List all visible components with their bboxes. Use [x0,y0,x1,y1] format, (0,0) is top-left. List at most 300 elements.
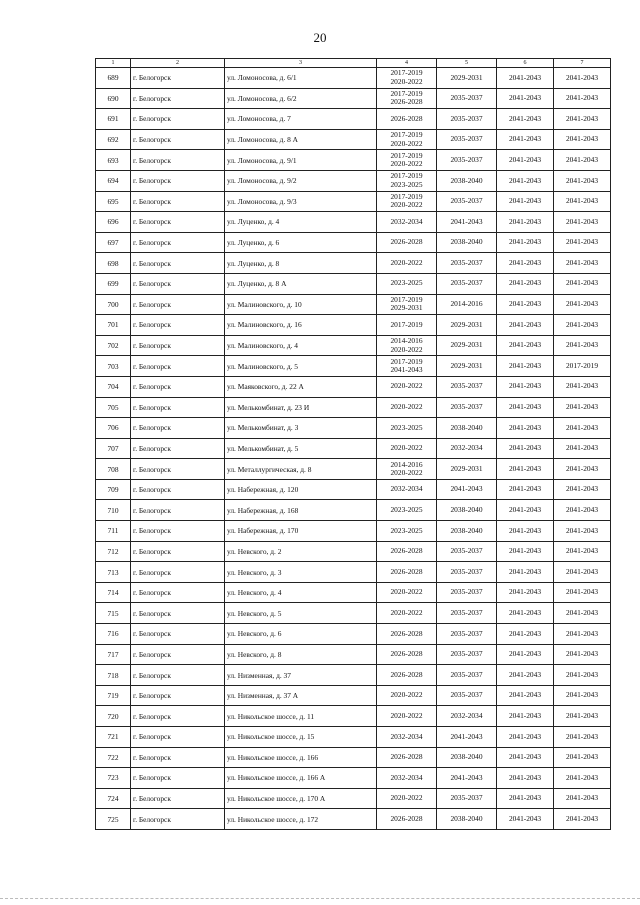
row-number: 713 [96,562,131,583]
period-line: 2029-2031 [390,303,423,313]
period-line: 2041-2043 [390,365,423,375]
period-col7-cell: 2041-2043 [554,603,611,624]
period-col7-cell: 2041-2043 [554,397,611,418]
table-row [96,727,611,748]
period-col4-cell [377,438,437,459]
city-cell: г. Белогорск [131,788,225,809]
city-cell: г. Белогорск [131,376,225,397]
period-col4-cell [377,685,437,706]
period-col6-cell: 2041-2043 [497,459,554,480]
period-col7-cell: 2041-2043 [554,88,611,109]
row-number: 693 [96,150,131,171]
table-row [96,644,611,665]
row-number: 705 [96,397,131,418]
row-number: 701 [96,315,131,336]
table-row [96,315,611,336]
table-row [96,541,611,562]
city-cell: г. Белогорск [131,727,225,748]
period-col6-cell: 2041-2043 [497,150,554,171]
column-number: 5 [437,59,497,68]
period-col6-cell: 2041-2043 [497,809,554,830]
address-cell: ул. Никольское шоссе, д. 166 [225,747,377,768]
address-cell: ул. Невского, д. 3 [225,562,377,583]
period-col6-cell: 2041-2043 [497,665,554,686]
period-col5-cell: 2029-2031 [437,315,497,336]
city-cell: г. Белогорск [131,356,225,377]
row-number: 719 [96,685,131,706]
address-cell: ул. Невского, д. 6 [225,624,377,645]
period-col5-cell: 2032-2034 [437,438,497,459]
table-row [96,809,611,830]
period-line: 2017-2019 [390,356,423,366]
period-col6-cell: 2041-2043 [497,541,554,562]
period-col7-cell: 2041-2043 [554,294,611,315]
row-number: 715 [96,603,131,624]
period-col6-cell: 2041-2043 [497,129,554,150]
period-col4-cell [377,253,437,274]
period-line: 2017-2019 [390,130,423,140]
period-line: 2023-2025 [390,422,423,432]
address-cell: ул. Мелькомбинат, д. 3 [225,418,377,439]
period-col6-cell: 2041-2043 [497,768,554,789]
period-line: 2032-2034 [390,216,423,226]
row-number: 714 [96,582,131,603]
period-line: 2026-2028 [390,237,423,247]
row-number: 703 [96,356,131,377]
period-line: 2017-2019 [390,294,423,304]
period-col7-cell: 2041-2043 [554,562,611,583]
address-cell: ул. Луценко, д. 6 [225,232,377,253]
row-number: 695 [96,191,131,212]
period-col7-cell: 2041-2043 [554,500,611,521]
city-cell: г. Белогорск [131,747,225,768]
period-col7-cell: 2041-2043 [554,665,611,686]
period-col7-cell: 2041-2043 [554,418,611,439]
period-col4-cell [377,150,437,171]
period-col5-cell: 2035-2037 [437,150,497,171]
registry-body [96,68,611,830]
period-col6-cell: 2041-2043 [497,294,554,315]
row-number: 708 [96,459,131,480]
row-number: 698 [96,253,131,274]
table-row [96,459,611,480]
table-row [96,232,611,253]
period-line: 2020-2022 [390,257,423,267]
city-cell: г. Белогорск [131,624,225,645]
period-col5-cell: 2035-2037 [437,562,497,583]
row-number: 706 [96,418,131,439]
period-col5-cell: 2035-2037 [437,685,497,706]
column-number: 7 [554,59,611,68]
period-col5-cell: 2029-2031 [437,459,497,480]
city-cell: г. Белогорск [131,129,225,150]
period-col4-cell [377,603,437,624]
address-cell: ул. Низменная, д. 37 [225,665,377,686]
city-cell: г. Белогорск [131,273,225,294]
period-line: 2020-2022 [390,402,423,412]
period-col4-cell [377,170,437,191]
table-row [96,150,611,171]
row-number: 722 [96,747,131,768]
row-number: 718 [96,665,131,686]
period-col4-cell [377,273,437,294]
row-number: 691 [96,109,131,130]
period-col5-cell: 2038-2040 [437,521,497,542]
row-number: 707 [96,438,131,459]
row-number: 697 [96,232,131,253]
period-line: 2026-2028 [390,546,423,556]
address-cell: ул. Луценко, д. 8 [225,253,377,274]
period-line: 2020-2022 [390,690,423,700]
period-col4-cell [377,809,437,830]
period-col7-cell: 2041-2043 [554,541,611,562]
period-line: 2032-2034 [390,772,423,782]
period-col4-cell [377,768,437,789]
period-col5-cell: 2035-2037 [437,129,497,150]
column-number: 6 [497,59,554,68]
table-row [96,685,611,706]
period-col6-cell: 2041-2043 [497,747,554,768]
period-col4-cell [377,232,437,253]
table-row [96,582,611,603]
period-line: 2023-2025 [390,525,423,535]
period-col5-cell: 2035-2037 [437,191,497,212]
address-cell: ул. Набережная, д. 168 [225,500,377,521]
period-col5-cell: 2035-2037 [437,273,497,294]
row-number: 694 [96,170,131,191]
address-cell: ул. Ломоносова, д. 9/1 [225,150,377,171]
address-cell: ул. Никольское шоссе, д. 166 А [225,768,377,789]
city-cell: г. Белогорск [131,335,225,356]
period-line: 2026-2028 [390,628,423,638]
period-col6-cell: 2041-2043 [497,685,554,706]
table-row [96,788,611,809]
city-cell: г. Белогорск [131,397,225,418]
period-col4-cell [377,521,437,542]
period-col6-cell: 2041-2043 [497,356,554,377]
period-col6-cell: 2041-2043 [497,88,554,109]
period-col5-cell: 2041-2043 [437,727,497,748]
period-col5-cell: 2035-2037 [437,397,497,418]
period-col7-cell: 2041-2043 [554,747,611,768]
row-number: 689 [96,68,131,89]
period-col7-cell: 2041-2043 [554,727,611,748]
city-cell: г. Белогорск [131,603,225,624]
period-col4-cell [377,335,437,356]
period-col6-cell: 2041-2043 [497,109,554,130]
column-number: 3 [225,59,377,68]
period-col4-cell [377,376,437,397]
period-col5-cell: 2032-2034 [437,706,497,727]
period-col4-cell [377,479,437,500]
row-number: 704 [96,376,131,397]
period-col7-cell: 2041-2043 [554,685,611,706]
address-cell: ул. Никольское шоссе, д. 15 [225,727,377,748]
period-col6-cell: 2041-2043 [497,212,554,233]
period-col6-cell: 2041-2043 [497,521,554,542]
city-cell: г. Белогорск [131,212,225,233]
period-col4-cell [377,500,437,521]
period-col6-cell: 2041-2043 [497,500,554,521]
period-col4-cell [377,562,437,583]
period-col5-cell: 2035-2037 [437,253,497,274]
period-col4-cell [377,706,437,727]
address-cell: ул. Ломоносова, д. 8 А [225,129,377,150]
period-col6-cell: 2041-2043 [497,582,554,603]
table-row [96,418,611,439]
period-col5-cell: 2035-2037 [437,788,497,809]
address-cell: ул. Никольское шоссе, д. 172 [225,809,377,830]
period-col6-cell: 2041-2043 [497,232,554,253]
row-number: 696 [96,212,131,233]
city-cell: г. Белогорск [131,809,225,830]
city-cell: г. Белогорск [131,150,225,171]
period-col4-cell [377,788,437,809]
period-col5-cell: 2038-2040 [437,747,497,768]
period-col5-cell: 2014-2016 [437,294,497,315]
period-col7-cell: 2041-2043 [554,150,611,171]
address-cell: ул. Луценко, д. 8 А [225,273,377,294]
period-col7-cell: 2041-2043 [554,582,611,603]
address-cell: ул. Малиновского, д. 4 [225,335,377,356]
address-cell: ул. Ломоносова, д. 6/2 [225,88,377,109]
period-line: 2020-2022 [390,443,423,453]
city-cell: г. Белогорск [131,88,225,109]
period-col7-cell: 2041-2043 [554,315,611,336]
period-line: 2017-2019 [390,68,423,78]
address-cell: ул. Набережная, д. 170 [225,521,377,542]
table-row [96,273,611,294]
row-number: 725 [96,809,131,830]
period-col5-cell: 2041-2043 [437,479,497,500]
period-col4-cell [377,644,437,665]
city-cell: г. Белогорск [131,68,225,89]
period-col4-cell [377,397,437,418]
period-col7-cell: 2041-2043 [554,109,611,130]
period-col6-cell: 2041-2043 [497,727,554,748]
city-cell: г. Белогорск [131,768,225,789]
period-col4-cell [377,315,437,336]
column-number: 1 [96,59,131,68]
address-cell: ул. Луценко, д. 4 [225,212,377,233]
table-row [96,603,611,624]
period-col5-cell: 2041-2043 [437,212,497,233]
address-cell: ул. Малиновского, д. 5 [225,356,377,377]
address-cell: ул. Ломоносова, д. 7 [225,109,377,130]
period-line: 2026-2028 [390,566,423,576]
table-row [96,170,611,191]
period-col4-cell [377,665,437,686]
period-col4-cell [377,129,437,150]
period-col4-cell [377,356,437,377]
period-col5-cell: 2035-2037 [437,376,497,397]
city-cell: г. Белогорск [131,170,225,191]
period-col7-cell: 2041-2043 [554,479,611,500]
period-line: 2020-2022 [390,587,423,597]
row-number: 720 [96,706,131,727]
table-row [96,294,611,315]
address-cell: ул. Никольское шоссе, д. 11 [225,706,377,727]
city-cell: г. Белогорск [131,562,225,583]
period-line: 2032-2034 [390,731,423,741]
period-col6-cell: 2041-2043 [497,562,554,583]
period-col6-cell: 2041-2043 [497,788,554,809]
period-col4-cell [377,418,437,439]
table-row [96,129,611,150]
period-col6-cell: 2041-2043 [497,335,554,356]
period-col7-cell: 2041-2043 [554,521,611,542]
city-cell: г. Белогорск [131,294,225,315]
period-col4-cell [377,88,437,109]
period-line: 2020-2022 [390,381,423,391]
row-number: 699 [96,273,131,294]
period-line: 2020-2022 [390,793,423,803]
address-cell: ул. Ломоносова, д. 9/3 [225,191,377,212]
table-row [96,212,611,233]
period-line: 2026-2028 [390,752,423,762]
period-line: 2017-2019 [390,150,423,160]
city-cell: г. Белогорск [131,500,225,521]
period-col6-cell: 2041-2043 [497,418,554,439]
row-number: 709 [96,479,131,500]
table-row [96,747,611,768]
period-col5-cell: 2029-2031 [437,68,497,89]
period-col4-cell [377,191,437,212]
period-line: 2026-2028 [390,669,423,679]
period-col6-cell: 2041-2043 [497,68,554,89]
period-line: 2023-2025 [390,278,423,288]
row-number: 690 [96,88,131,109]
period-col6-cell: 2041-2043 [497,644,554,665]
period-line: 2023-2025 [390,179,423,189]
period-col5-cell: 2035-2037 [437,88,497,109]
row-number: 723 [96,768,131,789]
address-cell: ул. Низменная, д. 37 А [225,685,377,706]
row-number: 716 [96,624,131,645]
period-line: 2020-2022 [390,607,423,617]
period-line: 2020-2022 [390,159,423,169]
period-col4-cell [377,459,437,480]
address-cell: ул. Маяковского, д. 22 А [225,376,377,397]
period-line: 2020-2022 [390,468,423,478]
city-cell: г. Белогорск [131,459,225,480]
city-cell: г. Белогорск [131,109,225,130]
period-line: 2017-2019 [390,319,423,329]
city-cell: г. Белогорск [131,253,225,274]
period-line: 2017-2019 [390,191,423,201]
row-number: 711 [96,521,131,542]
period-col5-cell: 2038-2040 [437,500,497,521]
period-col5-cell: 2035-2037 [437,603,497,624]
row-number: 717 [96,644,131,665]
period-col5-cell: 2041-2043 [437,768,497,789]
city-cell: г. Белогорск [131,479,225,500]
table-row [96,665,611,686]
period-col4-cell [377,294,437,315]
address-cell: ул. Малиновского, д. 10 [225,294,377,315]
period-line: 2020-2022 [390,200,423,210]
table-row [96,624,611,645]
period-col7-cell: 2041-2043 [554,232,611,253]
row-number: 692 [96,129,131,150]
period-line: 2020-2022 [390,710,423,720]
period-col7-cell: 2041-2043 [554,788,611,809]
period-col4-cell [377,212,437,233]
table-row [96,109,611,130]
city-cell: г. Белогорск [131,438,225,459]
table-row [96,768,611,789]
period-col5-cell: 2035-2037 [437,665,497,686]
table-row [96,191,611,212]
period-col6-cell: 2041-2043 [497,253,554,274]
period-col6-cell: 2041-2043 [497,706,554,727]
period-col4-cell [377,624,437,645]
period-col7-cell: 2041-2043 [554,459,611,480]
address-cell: ул. Никольское шоссе, д. 170 А [225,788,377,809]
city-cell: г. Белогорск [131,685,225,706]
address-cell: ул. Ломоносова, д. 9/2 [225,170,377,191]
registry-table [95,58,611,830]
period-line: 2017-2019 [390,88,423,98]
period-line: 2026-2028 [390,813,423,823]
column-number: 2 [131,59,225,68]
period-col7-cell: 2041-2043 [554,253,611,274]
period-col5-cell: 2035-2037 [437,624,497,645]
period-col7-cell: 2041-2043 [554,376,611,397]
period-col7-cell: 2041-2043 [554,129,611,150]
row-number: 721 [96,727,131,748]
period-col6-cell: 2041-2043 [497,438,554,459]
period-col7-cell: 2041-2043 [554,212,611,233]
period-col7-cell: 2041-2043 [554,273,611,294]
period-col5-cell: 2038-2040 [437,232,497,253]
period-col7-cell: 2041-2043 [554,68,611,89]
period-col5-cell: 2038-2040 [437,418,497,439]
period-col4-cell [377,68,437,89]
table-row [96,500,611,521]
period-col7-cell: 2041-2043 [554,644,611,665]
scan-edge [0,898,640,900]
period-col5-cell: 2035-2037 [437,644,497,665]
period-col7-cell: 2041-2043 [554,335,611,356]
table-row [96,376,611,397]
table-row [96,68,611,89]
period-col5-cell: 2035-2037 [437,109,497,130]
period-line: 2032-2034 [390,484,423,494]
period-line: 2023-2025 [390,505,423,515]
period-col6-cell: 2041-2043 [497,191,554,212]
period-line: 2026-2028 [390,97,423,107]
address-cell: ул. Малиновского, д. 16 [225,315,377,336]
page-number: 20 [313,30,327,45]
period-col5-cell: 2038-2040 [437,809,497,830]
address-cell: ул. Ломоносова, д. 6/1 [225,68,377,89]
column-number-row [96,59,611,68]
city-cell: г. Белогорск [131,191,225,212]
row-number: 702 [96,335,131,356]
period-line: 2020-2022 [390,76,423,86]
table-row [96,356,611,377]
period-line: 2020-2022 [390,138,423,148]
period-col5-cell: 2029-2031 [437,335,497,356]
table-row [96,521,611,542]
table-row [96,706,611,727]
period-col5-cell: 2029-2031 [437,356,497,377]
period-col4-cell [377,582,437,603]
row-number: 724 [96,788,131,809]
table-row [96,562,611,583]
period-col5-cell: 2038-2040 [437,170,497,191]
